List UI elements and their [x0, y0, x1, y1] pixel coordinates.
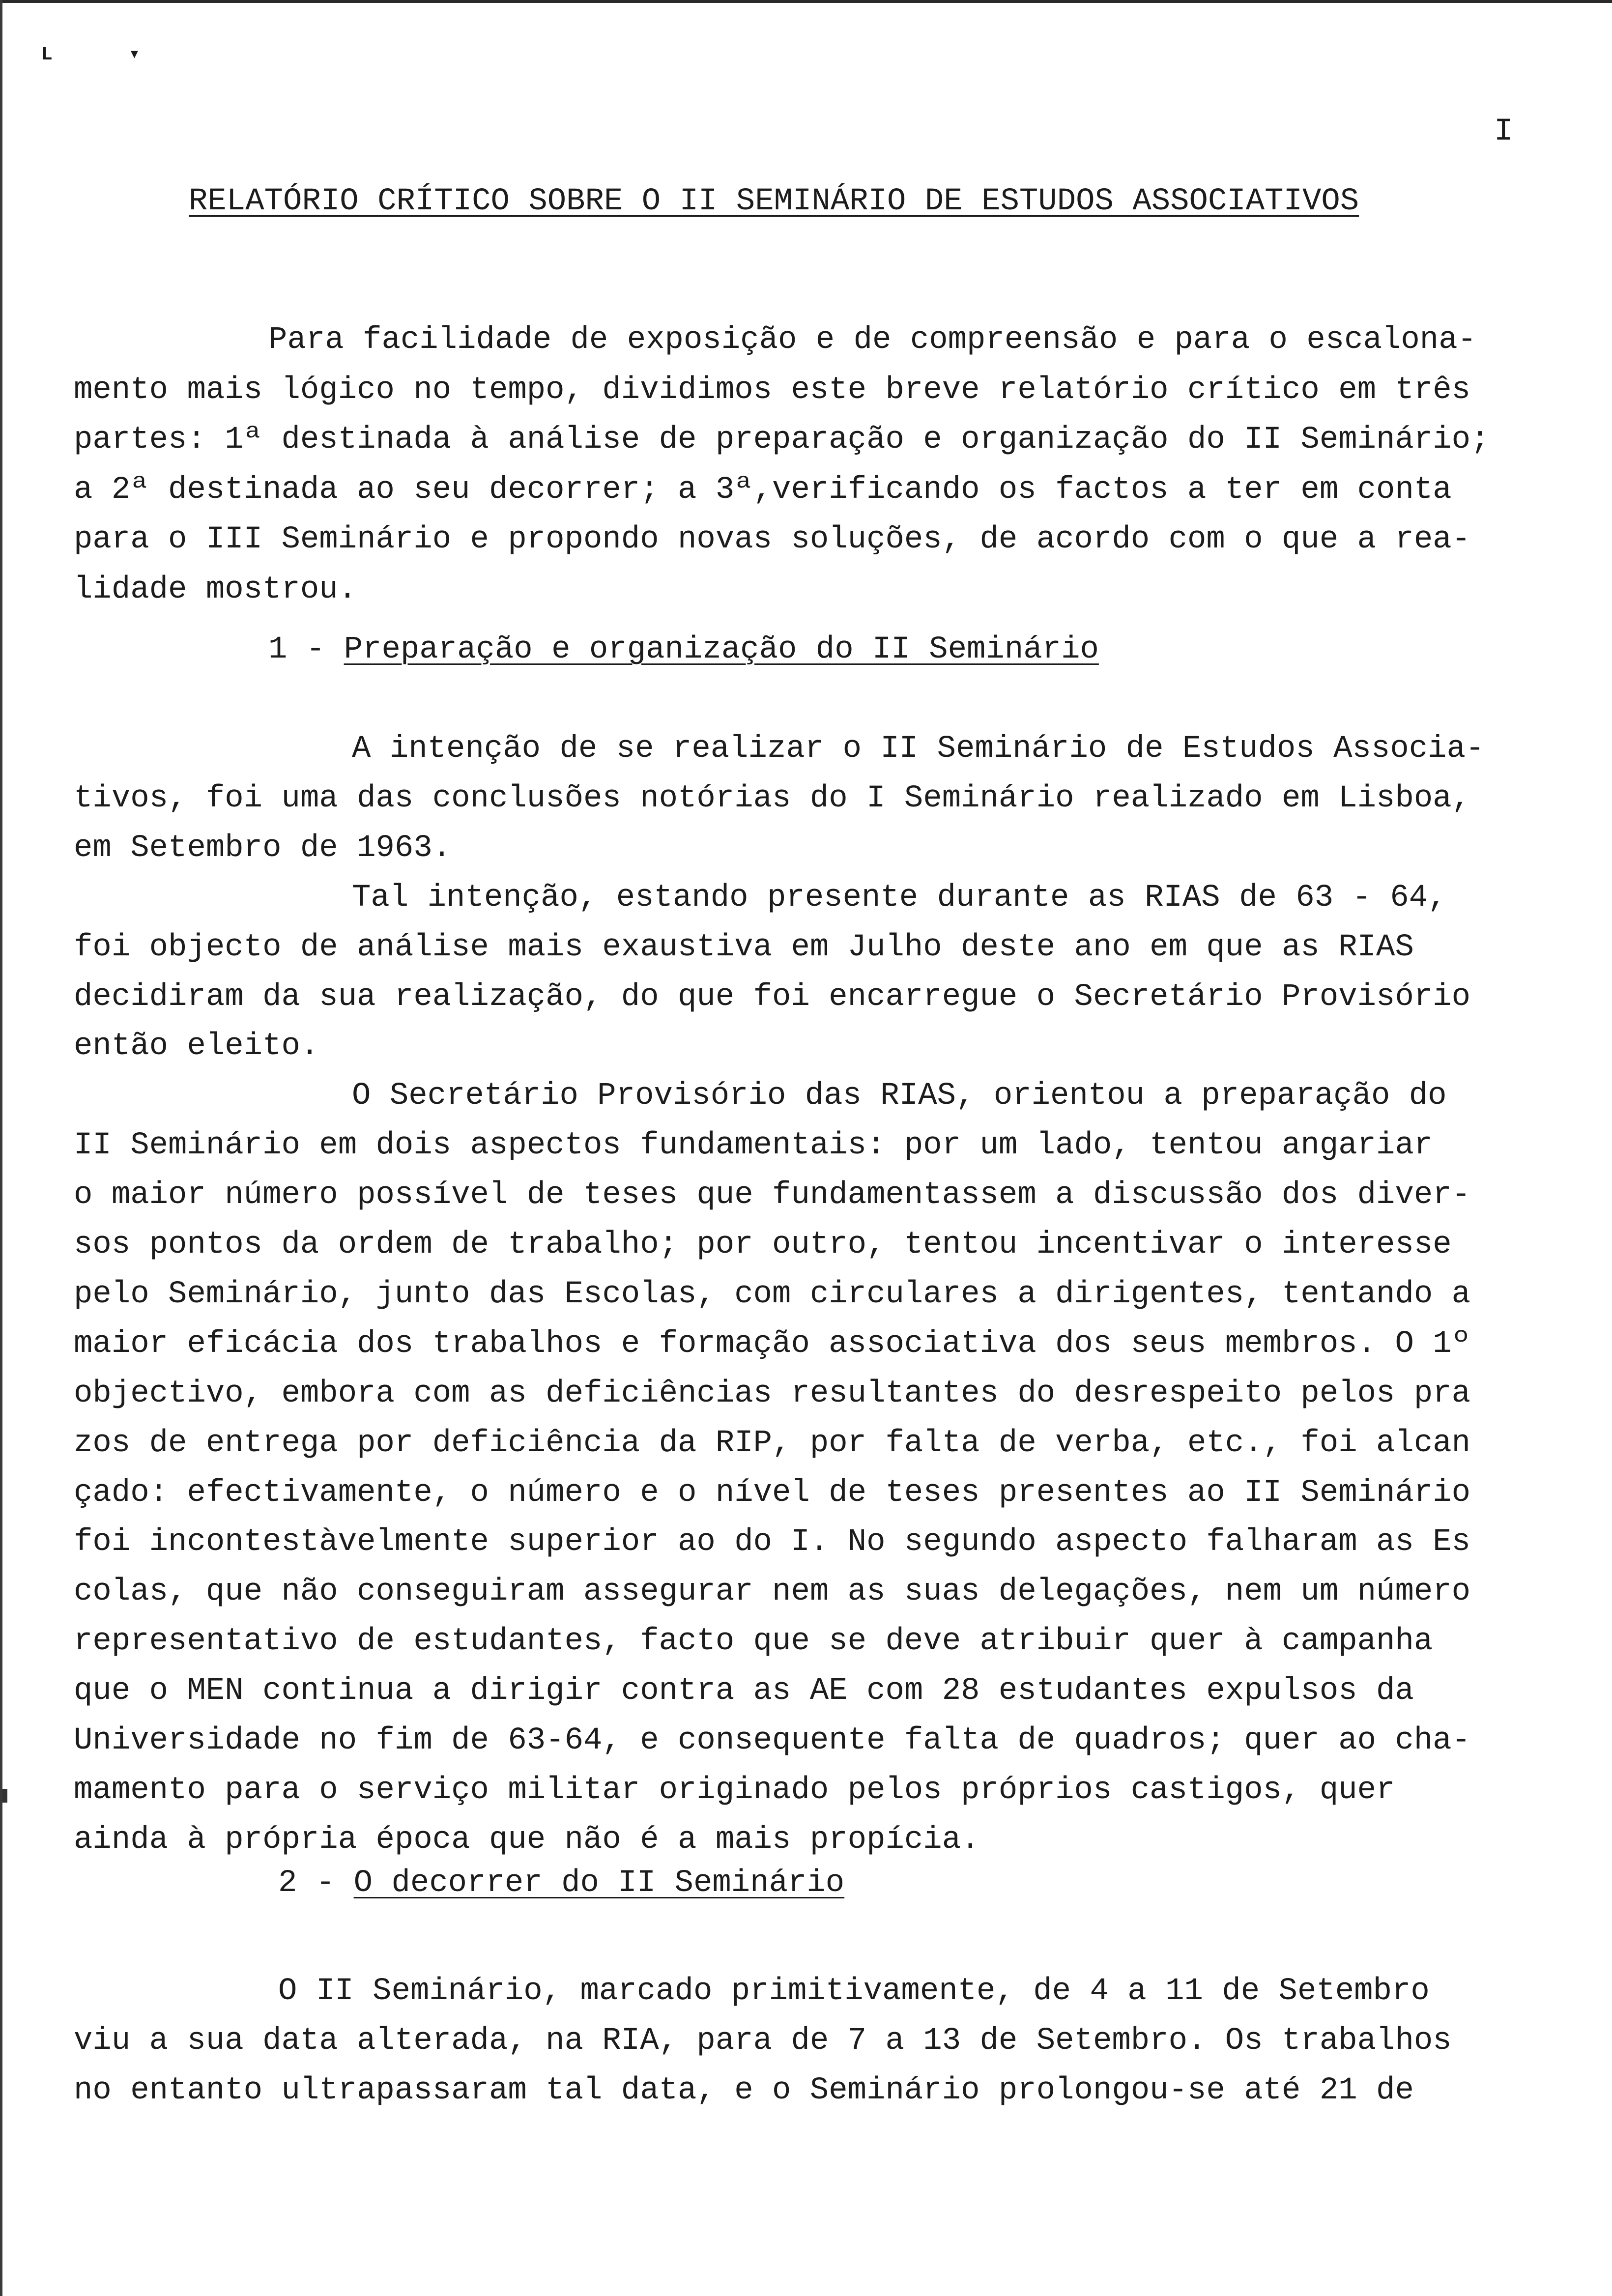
margin-mark-arrow: ▾ — [129, 44, 140, 65]
section-1-line: foi incontestàvelmente superior ao do I. No segundo aspecto falharam as Es — [74, 1524, 1471, 1560]
intro-line: lidade mostrou. — [74, 572, 357, 607]
margin-mark-l: L — [41, 44, 53, 65]
section-1-line: II Seminário em dois aspectos fundamentais: por um lado, tentou angariar — [74, 1128, 1433, 1164]
section-1-line: Tal intenção, estando presente durante as RIAS de 63 - 64, — [352, 880, 1447, 916]
section-1-line: mamento para o serviço militar originado pelos próprios castigos, quer — [74, 1772, 1395, 1808]
section-1-line: maior eficácia dos trabalhos e formação associativa dos seus membros. O 1º — [74, 1326, 1471, 1362]
section-1-line: então eleito. — [74, 1029, 319, 1064]
intro-line: mento mais lógico no tempo, dividimos este breve relatório crítico em três — [74, 372, 1471, 408]
section-2-number: 2 - — [278, 1866, 335, 1901]
section-2-line: viu a sua data alterada, na RIA, para de 7 a 13 de Setembro. Os trabalhos — [74, 2023, 1452, 2059]
section-1-number: 1 - — [268, 632, 325, 667]
section-2-line: no entanto ultrapassaram tal data, e o Seminário prolongou-se até 21 de — [74, 2073, 1414, 2108]
intro-line: Para facilidade de exposição e de compreensão e para o escalona- — [268, 322, 1476, 358]
section-1-line: ainda à própria época que não é a mais propícia. — [74, 1822, 980, 1858]
section-1-line: sos pontos da ordem de trabalho; por outro, tentou incentivar o interesse — [74, 1227, 1452, 1263]
section-1-line: que o MEN continua a dirigir contra as AE com 28 estudantes expulsos da — [74, 1673, 1414, 1709]
section-1-title: Preparação e organização do II Seminário — [344, 632, 1099, 667]
section-1-line: decidiram da sua realização, do que foi encarregue o Secretário Provisório — [74, 979, 1471, 1015]
section-1-line: o maior número possível de teses que fundamentassem a discussão dos diver- — [74, 1177, 1471, 1213]
section-2-heading — [278, 1867, 844, 1899]
section-1-line: Universidade no fim de 63-64, e consequente falta de quadros; quer ao cha- — [74, 1723, 1471, 1758]
page-number: I — [1494, 114, 1513, 149]
document-title: RELATÓRIO CRÍTICO SOBRE O II SEMINÁRIO DE ESTUDOS ASSOCIATIVOS — [189, 184, 1359, 219]
margin-tick — [2, 1789, 7, 1803]
section-2-title: O decorrer do II Seminário — [353, 1866, 845, 1901]
intro-line: a 2ª destinada ao seu decorrer; a 3ª,verificando os factos a ter em conta — [74, 472, 1452, 508]
section-1-line: O Secretário Provisório das RIAS, orientou a preparação do — [352, 1078, 1447, 1114]
section-1-heading — [268, 634, 1099, 665]
section-1-line: representativo de estudantes, facto que se deve atribuir quer à campanha — [74, 1624, 1433, 1660]
section-1-line: objectivo, embora com as deficiências resultantes do desrespeito pelos pra — [74, 1376, 1471, 1411]
section-1-line: foi objecto de análise mais exaustiva em Julho deste ano em que as RIAS — [74, 929, 1414, 965]
intro-line: para o III Seminário e propondo novas soluções, de acordo com o que a rea- — [74, 522, 1471, 557]
section-2-line: O II Seminário, marcado primitivamente, de 4 a 11 de Setembro — [278, 1974, 1430, 2009]
section-1-line: A intenção de se realizar o II Seminário de Estudos Associa- — [352, 731, 1485, 767]
intro-line: partes: 1ª destinada à análise de preparação e organização do II Seminário; — [74, 422, 1490, 458]
section-1-line: pelo Seminário, junto das Escolas, com circulares a dirigentes, tentando a — [74, 1276, 1471, 1312]
page-top-edge — [0, 0, 1612, 3]
section-1-line: colas, que não conseguiram assegurar nem as suas delegações, nem um número — [74, 1574, 1471, 1610]
section-1-line: çado: efectivamente, o número e o nível de teses presentes ao II Seminário — [74, 1475, 1471, 1511]
section-1-line: em Setembro de 1963. — [74, 830, 452, 866]
section-1-line: zos de entrega por deficiência da RIP, por falta de verba, etc., foi alcan — [74, 1425, 1471, 1461]
page-left-edge — [0, 0, 2, 2296]
section-1-line: tivos, foi uma das conclusões notórias do I Seminário realizado em Lisboa, — [74, 780, 1471, 816]
